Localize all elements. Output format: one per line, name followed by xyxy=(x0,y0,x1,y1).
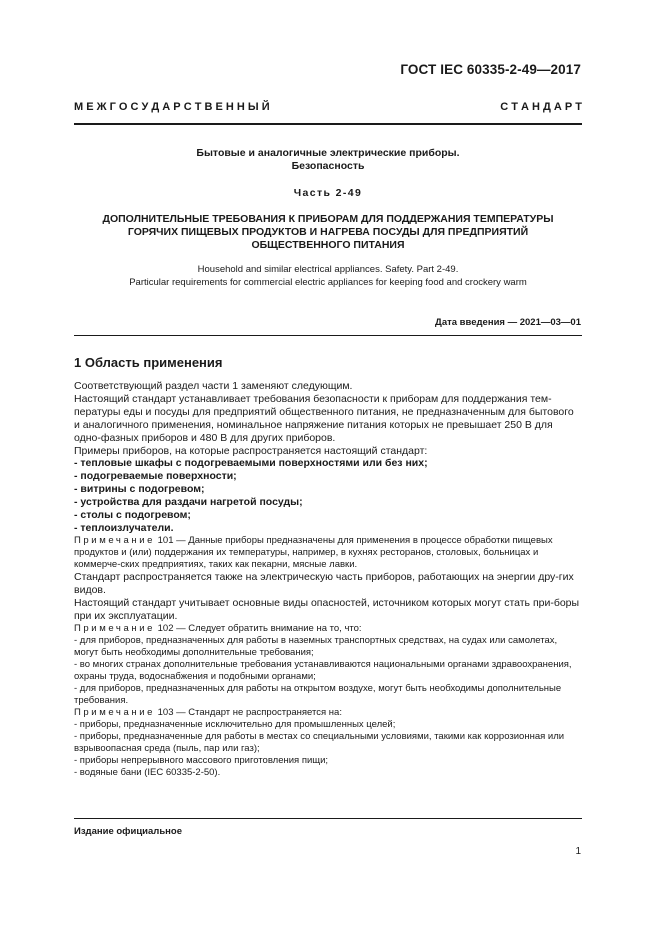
paragraph: Настоящий стандарт устанавливает требования безопасности к приборам для поддержания тем-пературы еды и посуды для предприятий общественного питания, не предназначенным для бытового и аналогичного применения, номинальное напряжение питания которых не превышает 250 В для одно-фазных приборов и 480 В для других приборов. xyxy=(74,392,574,444)
date-rule xyxy=(74,335,582,336)
english-title xyxy=(74,264,582,289)
note-text: 102 — Следует обратить внимание на то, что: xyxy=(155,622,362,634)
note-item: - для приборов, предназначенных для работы в наземных транспортных средствах, на судах или самолетах, могут быть необходимы дополнительные требования; xyxy=(74,634,558,658)
header-rule xyxy=(74,123,582,125)
note-103 xyxy=(74,707,582,719)
paragraph: Соответствующий раздел части 1 заменяют следующим. xyxy=(74,380,353,392)
list-item: - теплоизлучатели. xyxy=(74,521,174,534)
paragraph: Настоящий стандарт учитывает основные виды опасностей, источником которых могут стать при-боры при их эксплуатации. xyxy=(74,596,580,622)
footer-rule xyxy=(74,818,582,819)
note-label: Примечание xyxy=(74,534,155,546)
part-label: Часть 2-49 xyxy=(293,187,363,199)
main-title-line: ОБЩЕСТВЕННОГО ПИТАНИЯ xyxy=(251,239,405,251)
note-text: 103 — Стандарт не распространяется на: xyxy=(155,706,342,718)
paragraph: Стандарт распространяется также на электрическую часть приборов, работающих на энергии дру-гих видов. xyxy=(74,570,574,596)
english-title-line: Particular requirements for commercial electric appliances for keeping food and crockery warm xyxy=(129,276,527,288)
interstate-word: М Е Ж Г О С У Д А Р С Т В Е Н Н Ы Й xyxy=(74,101,270,113)
list-item: - устройства для раздачи нагретой посуды; xyxy=(74,496,303,509)
note-item: - во многих странах дополнительные требования устанавливаются национальными органами здравоохранения, охраны труда, водоснабжения и подобными органами; xyxy=(74,658,572,682)
standard-word: С Т А Н Д А Р Т xyxy=(500,101,582,113)
list-item: - подогреваемые поверхности; xyxy=(74,470,237,483)
title-line-1: Бытовые и аналогичные электрические приборы. xyxy=(196,147,460,159)
main-title xyxy=(74,213,582,252)
standard-code: ГОСТ IEC 60335-2-49—2017 xyxy=(400,62,581,77)
note-item: - приборы, предназначенные для работы в местах со специальными условиями, такими как коррозионная или взрывоопасная среда (пыль, пар или газ); xyxy=(74,730,565,754)
note-101 xyxy=(74,535,582,571)
introduction-date: Дата введения — 2021—03—01 xyxy=(435,317,581,328)
list-item: - витрины с подогревом; xyxy=(74,483,205,496)
note-label: Примечание xyxy=(74,706,155,718)
list-item: - столы с подогревом; xyxy=(74,509,191,522)
main-title-line: ДОПОЛНИТЕЛЬНЫЕ ТРЕБОВАНИЯ К ПРИБОРАМ ДЛЯ ПОДДЕРЖАНИЯ ТЕМПЕРАТУРЫ xyxy=(102,213,554,225)
title-block xyxy=(74,147,582,289)
paragraph: Примеры приборов, на которые распространяется настоящий стандарт: xyxy=(74,444,428,457)
section-title: 1 Область применения xyxy=(74,355,223,370)
list-item: - тепловые шкафы с подогреваемыми поверхностями или без них; xyxy=(74,457,428,470)
note-text: 101 — Данные приборы предназначены для применения в процессе обработки пищевых продуктов и (или) поддержания их температуры, например, в кухнях ресторанов, столовых, больницах и коммерче-ских предприятиях, таких как пекарни, мясные лавки. xyxy=(74,534,553,570)
official-edition-label: Издание официальное xyxy=(74,826,182,837)
note-item: - водяные бани (IEC 60335-2-50). xyxy=(74,766,221,778)
interstate-standard-banner xyxy=(74,101,582,113)
note-label: Примечание xyxy=(74,622,155,634)
title-line-2: Безопасность xyxy=(291,160,365,172)
page-number: 1 xyxy=(575,846,581,857)
note-item: - приборы непрерывного массового приготовления пищи; xyxy=(74,754,329,766)
english-title-line: Household and similar electrical appliances. Safety. Part 2-49. xyxy=(197,264,459,275)
note-102 xyxy=(74,623,582,635)
main-title-line: ГОРЯЧИХ ПИЩЕВЫХ ПРОДУКТОВ И НАГРЕВА ПОСУДЫ ДЛЯ ПРЕДПРИЯТИЙ xyxy=(127,226,529,238)
note-item: - для приборов, предназначенных для работы на открытом воздухе, могут быть необходимы дополнительные требования. xyxy=(74,682,562,706)
note-item: - приборы, предназначенные исключительно для промышленных целей; xyxy=(74,718,396,730)
section-body xyxy=(74,380,582,779)
